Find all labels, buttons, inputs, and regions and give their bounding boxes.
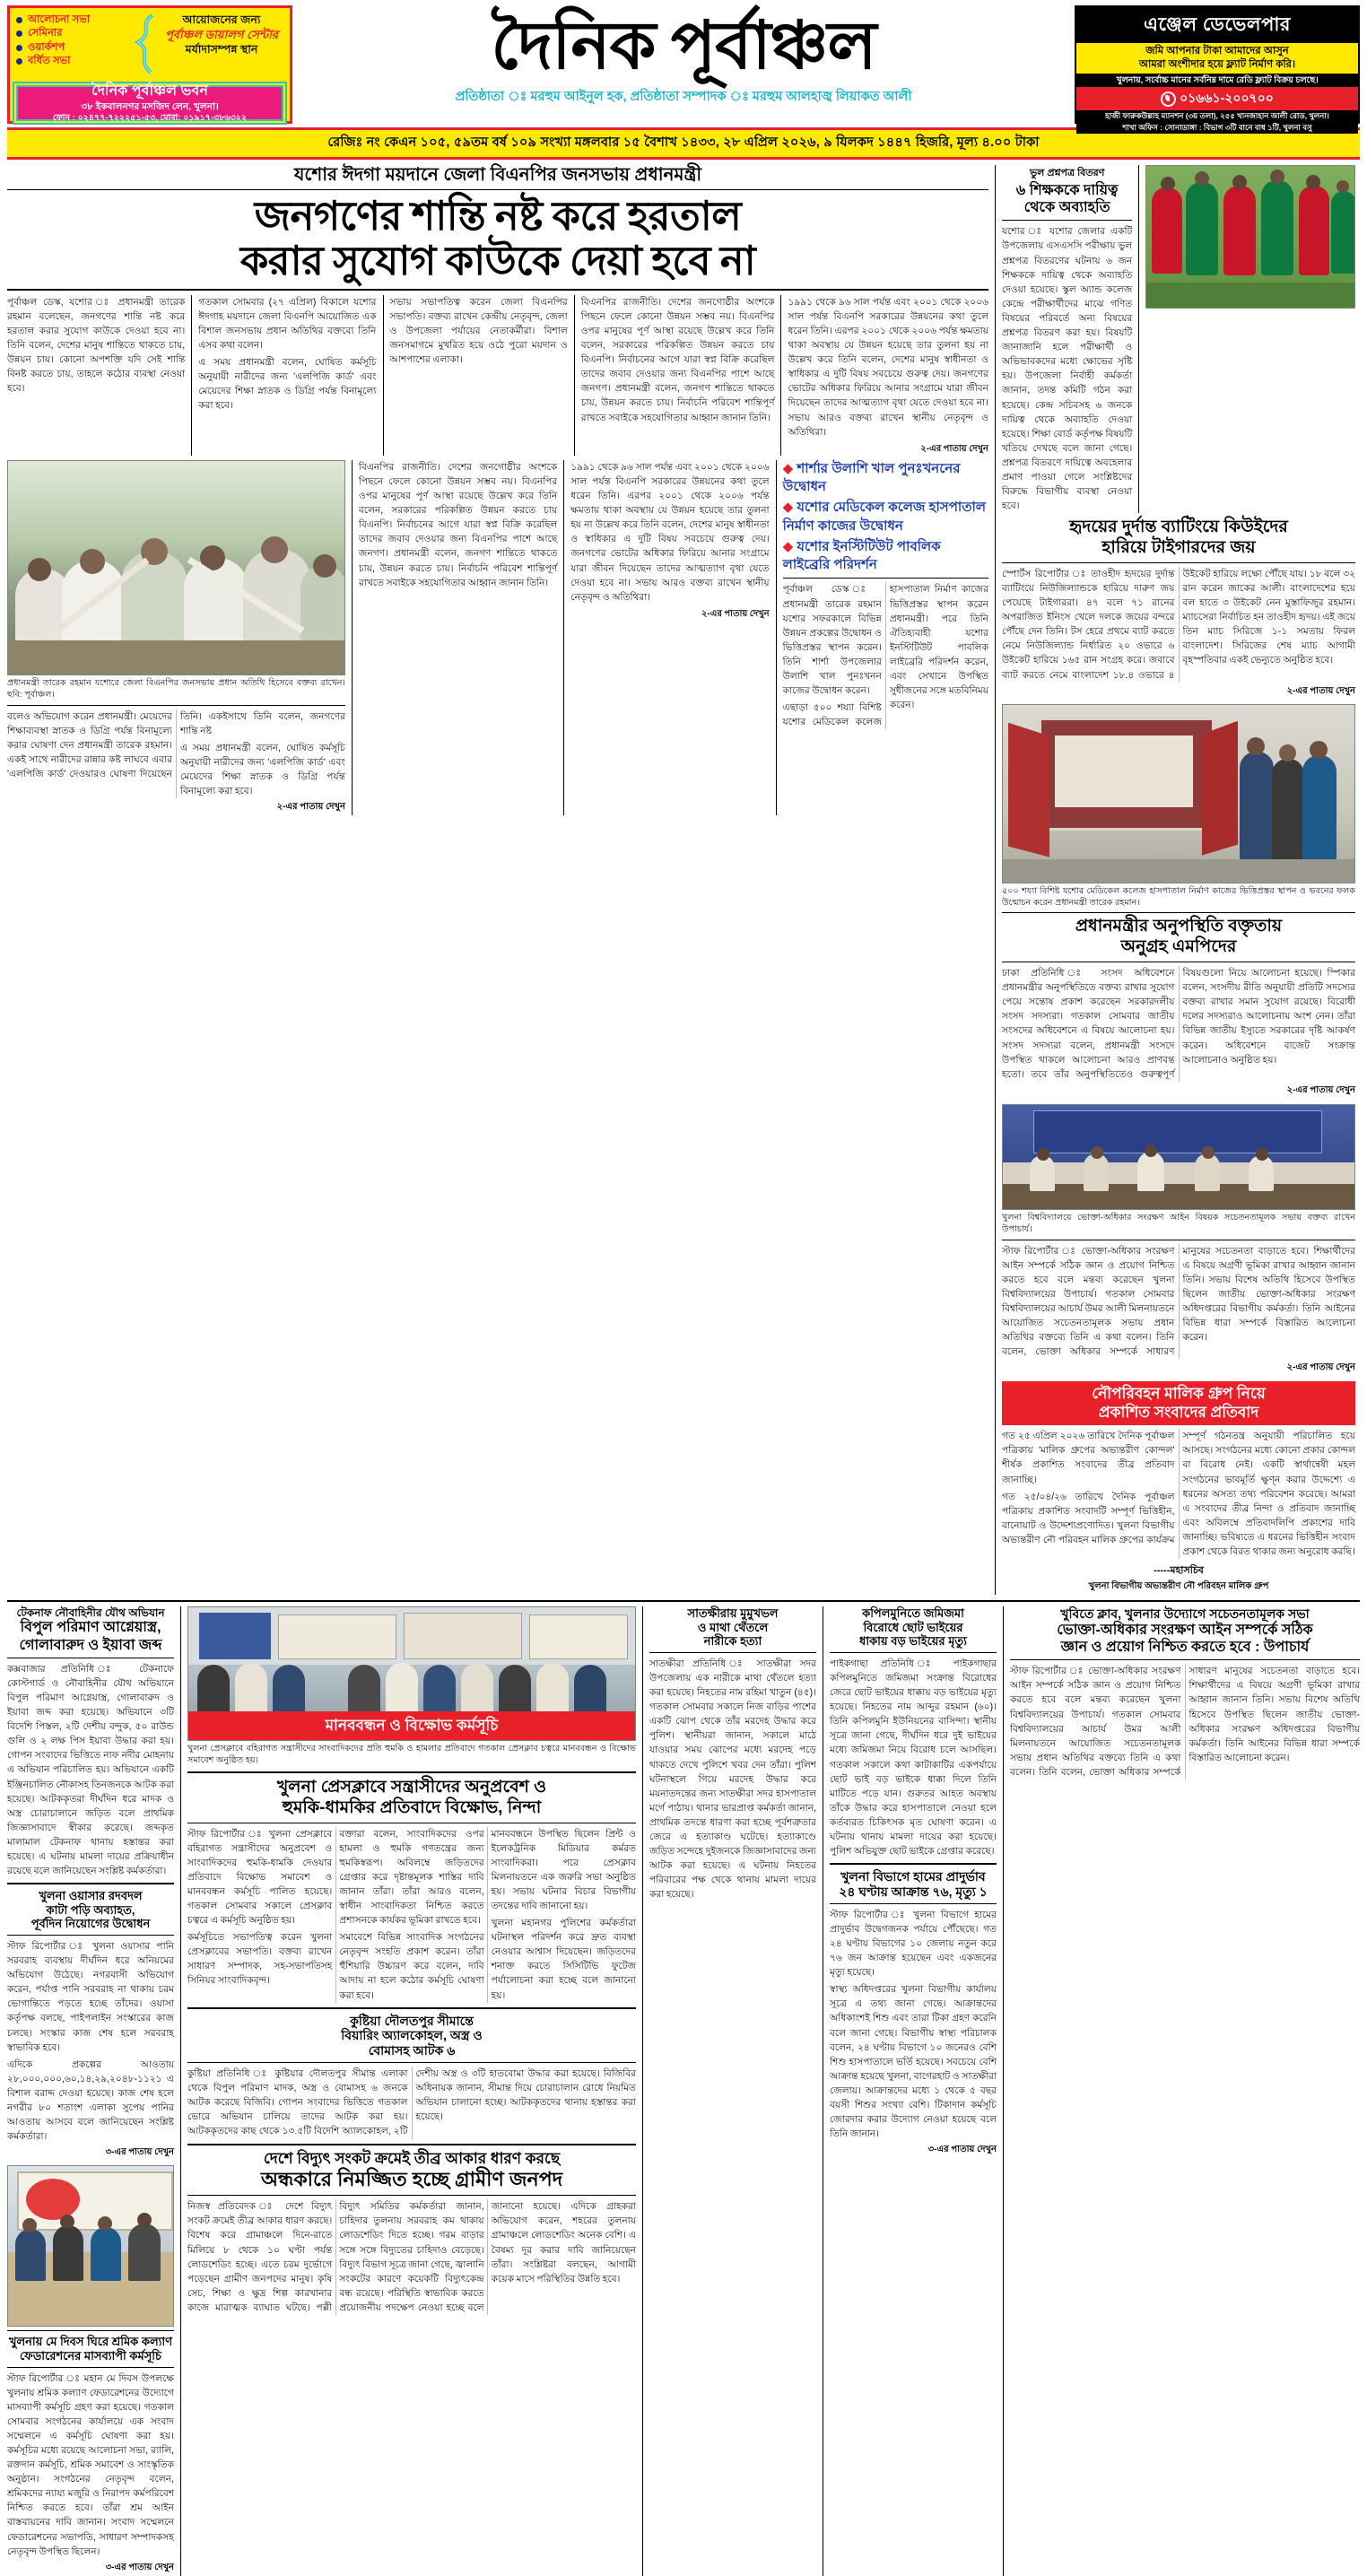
divider [1002, 912, 1355, 913]
divider [187, 2195, 636, 2196]
lower-col-5 [1010, 1606, 1360, 2576]
hospital-photo-caption: ৫০০ শয্যা বিশিষ্ট যশোর মেডিকেল কলেজ হাসপাতাল নির্মাণ কাজের ভিত্তিপ্রস্তর স্থাপন ও ভবনের ফলক উন্মোচন করেন প্রধানমন্ত্রী তারেক রহমান। [1002, 885, 1355, 908]
kushtia-body [187, 2067, 636, 2138]
gas-headline-2: কাটা পড়ি অব্যাহত, [46, 1902, 135, 1917]
kushtia-headline-1: কুষ্টিয়া দৌলতপুর সীমান্তে [350, 2013, 474, 2028]
pressclub-headline-2: হুমকি-ধামকির প্রতিবাদে বিক্ষোভ, নিন্দা [282, 1797, 542, 1817]
divider [187, 1771, 636, 1773]
column-divider [776, 460, 777, 815]
continued-marker: ২-এর পাতায় দেখুন [920, 443, 988, 454]
divider [1002, 562, 1355, 563]
lower-section [7, 1600, 1360, 2576]
divider [7, 1883, 174, 1884]
divider [1002, 220, 1132, 221]
continued-marker: ২-এর পাতায় দেখুন [276, 802, 345, 813]
squiggle-decoration-icon [133, 13, 156, 78]
divider [7, 2330, 174, 2331]
continued-marker: ২-এর পাতায় দেখুন [1286, 1362, 1355, 1373]
electricity-headline-1: দেশে বিদ্যুৎ সংকট ক্রমেই তীব্র আকার ধারণ করছে [263, 2149, 561, 2167]
pm-absence-story [1002, 912, 1355, 1098]
ad-building-name: দৈনিক পূর্বাঞ্চল ভবন [91, 83, 208, 99]
lead-continuation-col-2 [570, 460, 769, 815]
blue-bullets-block [783, 460, 988, 815]
continued-marker: ২-এর পাতায় দেখুন [1286, 1084, 1355, 1095]
divider [7, 2367, 174, 2368]
column-divider [642, 1606, 643, 2576]
ad-right-phone: ০১৬৬১-২০০৭০০ [1180, 91, 1274, 106]
phone-icon [1161, 91, 1176, 107]
column-divider [1003, 1606, 1004, 2576]
divider [7, 289, 988, 291]
paragraph: স্পোর্টস রিপোর্টার ঃ তাওহীদ হৃদয়ের দুর্দান্ত ব্যাটিংয়ে নিউজিল্যান্ডকে হারিয়ে দারুণ জয় পেয়েছে টাইগাররা। ৪৭ বলে ৭১ রানের অপরাজিত ইনিংস খেলে দলকে জয়ের বন্দরে পৌঁছে দেন তিনি। টস হেরে প্রথমে ব্যাট করতে নেমে নিউজিল্যান্ড নির্ধারিত ২০ ওভারে ৬ উইকেট হারিয়ে ১৬৫ রান সংগ্রহ করে। জবাবে ব্যাট করতে নেমে বাংলাদেশ ১৮.৪ ওভারে ৪ উইকেট হারিয়ে লক্ষ্যে পৌঁছে যায়। ১৮ বলে ৩২ রান করেন জাকের আলী। বাংলাদেশের হয়ে বল হাতে ৩ উইকেট নেন মুস্তাফিজুর রহমান। ম্যাচসেরা নির্বাচিত হন তাওহীদ হৃদয়। এই জয়ে তিন ম্যাচ সিরিজে ১-১ সমতায় ফিরল বাংলাদেশ। সিরিজের শেষ ম্যাচ আগামী বৃহস্পতিবার একই ভেন্যুতে অনুষ্ঠিত হবে। [1002, 568, 1355, 681]
right-rail [1002, 165, 1355, 1595]
continued-marker: ৩-এর পাতায় দেখুন [927, 2145, 997, 2155]
gas-headline-1: খুলনা ওয়াসার রদবদল [39, 1889, 143, 1903]
human-chain-photo [187, 1606, 636, 1741]
university-photo-caption: খুলনা বিশ্ববিদ্যালয়ে ভোক্তা-অধিকার সংরক্ষণ আইন বিষয়ক সচেতনতামূলক সভায় বক্তব্য রাখেন উপাচার্য। [1002, 1212, 1355, 1234]
lead-headline-line-2: করার সুযোগ কাউকে দেয়া হবে না [239, 239, 756, 284]
continued-marker: ২-এর পাতায় দেখুন [701, 608, 770, 619]
lead-continuation-col [359, 460, 557, 815]
advertisement-left[interactable] [7, 5, 292, 124]
university-headline-3: জ্ঞান ও প্রয়োগ নিশ্চিত করতে হবে : উপাচার্য [1060, 1640, 1310, 1656]
khulna-covid-headline-1: খুলনা বিভাগে হামের প্রাদুর্ভাব [840, 1869, 986, 1884]
ansar-headline-3: গোলাবারুদ ও ইয়াবা জব্দ [19, 1637, 162, 1653]
lead-photo-block [7, 460, 345, 815]
paragraph: নিজস্ব প্রতিবেদক ঃ দেশে বিদ্যুৎ সংকট ক্রমেই তীব্র আকার ধারণ করছে। বিশেষ করে গ্রামাঞ্চলে দিনে-রাতে মিলিয়ে ৮ থেকে ১০ ঘণ্টা পর্যন্ত লোডশেডিং হচ্ছে। এতে চরম দুর্ভোগে পড়েছেন গ্রামীণ জনপদের মানুষ। কৃষি সেচ, শিক্ষা ও ক্ষুদ্র শিল্প কারখানার কাজে মারাত্মক ব্যাঘাত ঘটছে। পল্লী বিদ্যুৎ সমিতির কর্মকর্তারা জানান, চাহিদার তুলনায় সরবরাহ কম থাকায় লোডশেডিং দিতে হচ্ছে। গরম বাড়ার সঙ্গে সঙ্গে বিদ্যুতের চাহিদাও বেড়েছে। বিদ্যুৎ বিভাগ সূত্রে জানা গেছে, জ্বালানি সংকটের কারণে কয়েকটি বিদ্যুৎকেন্দ্র বন্ধ রয়েছে। পরিস্থিতি স্বাভাবিক করতে প্রয়োজনীয় পদক্ষেপ নেওয়া হচ্ছে বলে জানানো হয়েছে। এদিকে গ্রাহকরা অভিযোগ করেন, শহরের তুলনায় গ্রামাঞ্চলে লোডশেডিং অনেক বেশি। এ বৈষম্য দূর করার দাবি জানিয়েছেন তাঁরা। সংশ্লিষ্টরা বলছেন, আগামী কয়েক মাসে পরিস্থিতির উন্নতি হবে। [187, 2201, 636, 2313]
ad-bullet-item: আলোচনা সভা [16, 13, 131, 27]
protest-headline-bar [1002, 1381, 1355, 1425]
lead-col-1 [7, 295, 185, 456]
divider [187, 2062, 636, 2063]
divider [7, 189, 988, 190]
protest-headline-1: নৌপরিবহন মালিক গ্রুপ নিয়ে [1092, 1385, 1266, 1403]
ad-right-address: হাজী ফারুকউল্লাহ ম্যানশন (৩য় তলা), ২৫৫ খানজাহান আলী রোড, খুলনা। [1076, 110, 1358, 122]
ad-right-tagline [1076, 43, 1358, 74]
left-block [7, 165, 988, 1595]
lead-headline-line-1: জনগণের শান্তি নষ্ট করে হরতাল [254, 194, 742, 239]
kapilmuni-headline-2: বিরোধে ছোট ভাইয়ের [863, 1620, 963, 1634]
divider [187, 2144, 636, 2145]
ad-right-tagline-1: জমি আপনার টাকা আমাদের আসুন [1145, 46, 1289, 57]
divider [187, 2007, 636, 2009]
kapilmuni-body: পাইকগাছা প্রতিনিধি ঃ পাইকগাছার কপিলমুনিতে জমিজমা সংক্রান্ত বিরোধের জেরে ছোট ভাইয়ের ধাক্কায় বড় ভাইয়ের মৃত্যু হয়েছে। নিহতের নাম আব্দুর রহমান (৬০)। তিনি কপিলমুনি ইউনিয়নের বাসিন্দা। স্থানীয় সূত্রে জানা গেছে, দীর্ঘদিন ধরে দুই ভাইয়ের মধ্যে জমিজমা নিয়ে বিরোধ চলে আসছিল। গতকাল সকালে কথা কাটাকাটির একপর্যায়ে ছোট ভাই বড় ভাইকে ধাক্কা দিলে তিনি মাটিতে পড়ে যান। গুরুতর আহত অবস্থায় তাঁকে উদ্ধার করে হাসপাতালে নেওয়া হলে কর্তব্যরত চিকিৎসক মৃত ঘোষণা করেন। এ ঘটনায় থানায় মামলা দায়ের করা হয়েছে। পুলিশ অভিযুক্ত ছোট ভাইকে গ্রেপ্তার করেছে। [830, 1658, 997, 1858]
protest-signature: -----মহাসচিব [1154, 1565, 1204, 1577]
story-headline-2: থেকে অব্যাহতি [1023, 200, 1110, 216]
ad-line-1: আয়োজনের জন্য [182, 13, 261, 26]
masthead [7, 5, 1360, 132]
ansar-headline-1: টেকনাফ নৌবাহিনীর যৌথ অভিযান [16, 1606, 165, 1620]
column-divider [995, 165, 996, 1595]
column-divider [780, 295, 781, 456]
university-block [1002, 1104, 1355, 1377]
column-divider [574, 295, 575, 456]
hospital-photo [1002, 704, 1355, 883]
university-body [1002, 1244, 1355, 1360]
column-divider [180, 1606, 181, 2576]
sports-headline-1: হৃদয়ের দুর্দান্ত ব্যাটিংয়ে কিউইদের [1069, 518, 1288, 537]
paragraph: গত ২৫/০৪/২৬ তারিখে দৈনিক পূর্বাঞ্চল পত্রিকায় প্রকাশিত সংবাদটি সম্পূর্ণ ভিত্তিহীন, বানোয়াট ও উদ্দেশ্যপ্রণোদিত। খুলনা বিভাগীয় অভ্যন্তরীণ নৌ পরিবহন মালিক গ্রুপের কার্যক্রম সম্পূর্ণ গঠনতন্ত্র অনুযায়ী পরিচালিত হয়ে আসছে। সংগঠনের মধ্যে কোনো প্রকার কোন্দল বা বিরোধ নেই। একটি স্বার্থান্বেষী মহল সংগঠনের ভাবমূর্তি ক্ষুণ্ন করার উদ্দেশ্যে এ ধরনের অসত্য তথ্য পরিবেশন করেছে। আমরা এ সংবাদের তীব্র নিন্দা ও প্রতিবাদ জানাচ্ছি এবং অবিলম্বে প্রতিবাদলিপি প্রকাশের দাবি জানাচ্ছি। ভবিষ্যতে এ ধরনের ভিত্তিহীন সংবাদ প্রকাশ থেকে বিরত থাকার জন্য অনুরোধ করছি। [1002, 1431, 1355, 1557]
ad-left-top [13, 11, 287, 80]
lead-photo [7, 460, 345, 675]
paragraph: খুলনা মহানগর পুলিশের কর্মকর্তারা ঘটনাস্থল পরিদর্শন করে দ্রুত ব্যবস্থা নেওয়ার আশ্বাস দিয়েছেন। জড়িতদের শনাক্ত করতে সিসিটিভি ফুটেজ পর্যালোচনা করা হচ্ছে বলে জানানো হয়। [491, 1918, 636, 2001]
divider [830, 1863, 997, 1865]
right-top-row [1002, 165, 1355, 513]
khulna-covid-body: স্টাফ রিপোর্টার ঃ খুলনা বিভাগে হামের প্রাদুর্ভাব উদ্বেগজনক পর্যায়ে পৌঁছেছে। গত ২৪ ঘণ্টায় বিভাগের ১০ জেলায় নতুন করে ৭৬ জন আক্রান্ত হয়েছেন এবং একজনের মৃত্যু হয়েছে। [830, 1909, 997, 1979]
bullet-icon: ◆ [782, 500, 794, 516]
divider [1010, 1659, 1360, 1660]
paragraph: মানববন্ধনে উপস্থিত ছিলেন প্রিন্ট ও ইলেকট্রনিক মিডিয়ার কর্মরত সাংবাদিকরা। পরে প্রেসক্লাব মিলনায়তনে এক জরুরি সভা অনুষ্ঠিত হয়। সভায় ঘটনার বিচার বিভাগীয় তদন্তের দাবি জানানো হয়। [491, 1828, 636, 1911]
paragraph: পূর্বাঞ্চল ডেস্ক ঃ প্রধানমন্ত্রী তারেক রহমান যশোর সফরকালে বিভিন্ন উন্নয়ন প্রকল্পের উদ্বোধন ও ভিত্তিপ্রস্তর স্থাপন করেন। তিনি শার্শা উপজেলার উলাশি খাল পুনঃখনন কাজের উদ্বোধন করেন। [782, 584, 882, 697]
continued-marker: ২-এর পাতায় দেখুন [1286, 685, 1355, 696]
mayday-headline-2: ফেডারেশনের মাসব্যাপী কর্মসূচি [19, 2348, 162, 2363]
lead-paragraph: বলেও অভিযোগ করেন প্রধানমন্ত্রী। মেয়েদের শিক্ষাব্যবস্থা স্নাতক ও ডিগ্রি পর্যন্ত বিনামূল্যে করার ঘোষণা দেন প্রধানমন্ত্রী তারেক রহমান। একই সাথে নারীদের রান্নার কষ্ট লাঘবে এবার 'এলপিজি কার্ড' দেওয়ারও ঘোষণা দিয়েছেন তিনি। একইসাথে তিনি বলেন, জনগণের শান্তি নষ্ট [7, 710, 345, 780]
paragraph: কর্মসূচিতে সভাপতিত্ব করেন খুলনা প্রেসক্লাবের সভাপতি। বক্তব্য রাখেন সাধারণ সম্পাদক, সহ-সভাপতিসহ সিনিয়র সাংবাদিকবৃন্দ। [187, 1932, 333, 1987]
lead-paragraph: পূর্বাঞ্চল ডেস্ক, যশোর ঃ প্রধানমন্ত্রী তারেক রহমান বলেছেন, জনগণের শান্তি নষ্ট করে হরতাল করার সুযোগ কাউকে দেওয়া হবে না। তিনি বলেন, দেশের মানুষ শান্তিতে থাকতে চায়, উন্নয়ন চায়। কোনো অপশক্তি যদি সেই শান্তি বিনষ্ট করতে চায়, তাহলে কঠোর ব্যবস্থা নেওয়া হবে। [7, 296, 186, 395]
ad-line-3: মর্যাদাসম্পন্ন স্থান [185, 42, 258, 56]
ad-bullet-item: বর্ধিত সভা [16, 55, 131, 68]
human-chain-caption: খুলনা প্রেসক্লাবে বহিরাগত সন্ত্রাসীদের সাংবাদিকদের প্রতি হুমকি ও হামলার প্রতিবাদে গতকাল প্রেসক্লাব চত্বরে মানববন্ধন ও বিক্ষোভ সমাবেশ অনুষ্ঠিত হয়। [187, 1744, 636, 1765]
university-headline-2: ভোক্তা-অধিকার সংরক্ষণ আইন সম্পর্কে সঠিক [1057, 1622, 1313, 1638]
lead-photo-followup-text [7, 709, 345, 799]
lead-paragraph: বিএনপির রাজনীতি। দেশের জনগোষ্ঠীর অংশকে পিছনে ফেলে কোনো উন্নয়ন সম্ভব নয়। বিএনপির ওপর মানুষের পূর্ণ আস্থা রয়েছে উল্লেখ করে তিনি বলেন, সরকারের পরিকল্পিত উন্নয়ন করতে চায় বিএনপি। নির্বাচনের আগে যারা স্বপ্ন বিক্রি করেছিল তাদের জবাব দেওয়ার জন্য বিএনপির পাশে আছে জনগণ। প্রধানমন্ত্রী বলেন, জনগণ শান্তিতে থাকতে চায়, উন্নয়ন করতে চায়। নির্বাচনি পরিবেশ শান্তিপূর্ণ রাখতে সবাইকে সহযোগিতার আহ্বান জানান তিনি। [580, 296, 775, 423]
lower-col-1 [7, 1606, 174, 2576]
column-divider [563, 460, 564, 815]
sports-story [1002, 518, 1355, 699]
sports-photo-block [1145, 165, 1355, 513]
founders-line: প্রতিষ্ঠাতা ঃ মরহুম আইনুল হক, প্রতিষ্ঠাতা সম্পাদক ঃ মরহুম আলহাজ্ব লিয়াকত আলী [455, 89, 912, 104]
ad-right-note: খুলনায়, সর্বোচ্চ মানের সর্বনিম্ন দামে রেডি ফ্ল্যাট বিক্রয় চলছে। [1076, 74, 1358, 87]
ad-bullet-item: সেমিনার [16, 27, 131, 40]
lead-photo-caption: প্রধানমন্ত্রী তারেক রহমান যশোরে জেলা বিএনপির জনসভায় প্রধান অতিথি হিসেবে বক্তব্য রাখেন। ছবি: পূর্বাঞ্চল। [7, 677, 345, 700]
lead-paragraph: গতকাল সোমবার (২৭ এপ্রিল) বিকালে যশোর ঈদগাহ ময়দানে জেলা বিএনপি আয়োজিত এক বিশাল জনসভায় প্রধান অতিথির বক্তব্যে তিনি এসব কথা বলেন। [198, 296, 377, 352]
protest-body [1002, 1429, 1355, 1559]
gas-headline-3: পূর্বদিন নিয়োগের উদ্বোধন [30, 1917, 151, 1931]
six-teachers-story [1002, 165, 1132, 513]
lead-paragraph: এ সময় প্রধানমন্ত্রী বলেন, ঘোষিত কর্মসূচি অনুযায়ী নারীদের জন্য 'এলপিজি কার্ড' এবং মেয়েদের শিক্ষা স্নাতক ও ডিগ্রি পর্যন্ত বিনামূল্যে করা হবে। [179, 742, 345, 797]
kushtia-headline-3: বোমাসহ আটক ৬ [368, 2043, 456, 2058]
protest-headline-2: প্রকাশিত সংবাদের প্রতিবাদ [1098, 1403, 1259, 1421]
ad-right-tagline-2: আমরা অংশীদার হয়ে ফ্ল্যাট নির্মাণ করি। [1138, 58, 1296, 70]
story-kicker: ভুল প্রশ্নপত্র বিতরণ [1029, 168, 1105, 178]
khulna-covid-body-2: স্বাস্থ্য অধিদপ্তরের খুলনা বিভাগীয় কার্যালয় সূত্রে এ তথ্য জানা গেছে। আক্রান্তদের অধিকাংশই শিশু এবং তারা টিকা গ্রহণ করেনি বলে জানা গেছে। বিভাগীয় স্বাস্থ্য পরিচালক বলেন, ২৪ ঘণ্টায় বিভাগে ১০ জনেরও বেশি শিশু হাসপাতালে ভর্তি হয়েছে। সবচেয়ে বেশি আক্রান্ত হয়েছে খুলনা, বাগেরহাট ও সাতক্ষীরা জেলায়। আক্রান্তদের মধ্যে ১ থেকে ৫ বছর বয়সী শিশুর সংখ্যা বেশি। টিকাদান কর্মসূচি জোরদার করার উদ্যোগ নেওয়া হয়েছে বলে তিনি জানান। [830, 1984, 997, 2140]
paragraph: সমাবেশে বিভিন্ন সাংবাদিক সংগঠনের নেতৃবৃন্দ সংহতি প্রকাশ করেন। তাঁরা হুঁশিয়ারি উচ্চারণ করে বলেন, দাবি আদায় না হলে কঠোর কর্মসূচি ঘোষণা করা হবে। [339, 1932, 484, 2001]
ad-right-phone-row[interactable] [1076, 87, 1358, 110]
paragraph: স্টাফ রিপোর্টার ঃ ভোক্তা-অধিকার সংরক্ষণ আইন সম্পর্কে সঠিক জ্ঞান ও প্রয়োগ নিশ্চিত করতে হবে বলে মন্তব্য করেছেন খুলনা বিশ্ববিদ্যালয়ের উপাচার্য। গতকাল সোমবার বিশ্ববিদ্যালয়ের আচার্য উমর আলী মিলনায়তনে আয়োজিত সচেতনতামূলক সভায় প্রধান অতিথির বক্তব্যে তিনি এ কথা বলেন। তিনি বলেন, ভোক্তা অধিকার সম্পর্কে সাধারণ মানুষের সচেতনতা বাড়াতে হবে। শিক্ষার্থীদের এ বিষয়ে অগ্রণী ভূমিকা রাখার আহ্বান জানান তিনি। সভায় বিশেষ অতিথি হিসেবে উপস্থিত ছিলেন জাতীয় ভোক্তা-অধিকার সংরক্ষণ অধিদপ্তরের বিভাগীয় কর্মকর্তা। তিনি আইনের বিভিন্ন ধারা সম্পর্কে বিস্তারিত আলোচনা করেন। [1002, 1245, 1355, 1358]
ad-bullet-item: ওয়ার্কশপ [16, 41, 131, 55]
paragraph: স্টাফ রিপোর্টার ঃ ভোক্তা-অধিকার সংরক্ষণ আইন সম্পর্কে সঠিক জ্ঞান ও প্রয়োগ নিশ্চিত করতে হবে বলে মন্তব্য করেছেন খুলনা বিশ্ববিদ্যালয়ের উপাচার্য। গতকাল সোমবার বিশ্ববিদ্যালয়ের আচার্য উমর আলী মিলনায়তনে আয়োজিত সচেতনতামূলক সভায় প্রধান অতিথির বক্তব্যে তিনি এ কথা বলেন। তিনি বলেন, ভোক্তা অধিকার সম্পর্কে সাধারণ মানুষের সচেতনতা বাড়াতে হবে। শিক্ষার্থীদের এ বিষয়ে অগ্রণী ভূমিকা রাখার আহ্বান জানান তিনি। সভায় বিশেষ অতিথি হিসেবে উপস্থিত ছিলেন জাতীয় ভোক্তা-অধিকার সংরক্ষণ অধিদপ্তরের বিভাগীয় কর্মকর্তা। তিনি আইনের বিভিন্ন ধারা সম্পর্কে বিস্তারিত আলোচনা করেন। [1010, 1666, 1360, 1778]
divider [7, 705, 345, 706]
column-divider [383, 295, 384, 456]
pm-absence-body [1002, 966, 1355, 1082]
electricity-headline-2: অন্ধকারে নিমজ্জিত হচ্ছে গ্রামীণ জনপদ [260, 2167, 563, 2190]
satkhira-headline-1: সাতক্ষীরায় মুমুখভল [687, 1606, 779, 1621]
ad-left-bullet-list [16, 13, 131, 78]
story-body: যশোর ঃ যশোর জেলার একটি উপজেলায় এসএসসি পরীক্ষায় ভুল প্রশ্নপত্র বিতরণের ঘটনায় ৬ জন শিক্ষককে দায়িত্ব থেকে অব্যাহতি দেওয়া হয়েছে। স্কুল অ্যান্ড কলেজ কেন্দ্রে পরীক্ষার্থীদের মাঝে গণিত বিষয়ের পরিবর্তে অন্য বিষয়ের প্রশ্নপত্র বিতরণ করা হয়। বিষয়টি জানাজানি হলে পরীক্ষার্থী ও অভিভাবকদের মধ্যে ক্ষোভের সৃষ্টি হয়। উপজেলা নির্বাহী কর্মকর্তা জানান, তদন্ত কমিটি গঠন করা হয়েছে। কেন্দ্র সচিবসহ ৬ জনকে দায়িত্ব থেকে অব্যাহতি দেওয়া হয়েছে। শিক্ষা বোর্ড কর্তৃপক্ষ বিষয়টি খতিয়ে দেখছে বলে জানা গেছে। প্রশ্নপত্র বিতরণে দায়িত্বে অবহেলার প্রমাণ পাওয়া গেলে সংশ্লিষ্টদের বিরুদ্ধে বিভাগীয় ব্যবস্থা নেওয়া হবে। [1002, 226, 1133, 512]
lead-kicker: যশোর ঈদগা ময়দানে জেলা বিএনপির জনসভায় প্রধানমন্ত্রী [293, 165, 702, 185]
satkhira-headline-3: নারীকে হত্যা [703, 1634, 762, 1649]
blue-bullets-body [783, 582, 988, 729]
pm-absence-headline-1: প্রধানমন্ত্রীর অনুপস্থিতি বক্তৃতায় [1075, 917, 1283, 936]
lead-col-5 [788, 295, 988, 456]
ad-building-phone: ফোন : ০২৪৭৭-৭২২২৫১-৫৩, মোবা: ০১৯১৭-৩৮৬৩২২ [52, 112, 248, 123]
lead-paragraph: ১৯৯১ থেকে ৯৬ সাল পর্যন্ত এবং ২০০১ থেকে ২০০৬ সাল পর্যন্ত বিএনপি সরকারের উন্নয়নের কথা তুলে ধরেন তিনি। এরপর ২০০১ থেকে ২০০৬ পর্যন্ত ক্ষমতায় থাকা অবস্থায় যে উন্নয়ন হয়েছে তার তুলনা হয় না উল্লেখ করে তিনি বলেন, দেশের মানুষ স্বাধীনতা ও স্বাধিকার এ দুটি বিষয় সবচেয়ে গুরুত্ব দেয়। জনগণের ভোটের অধিকার ফিরিয়ে আনার সংগ্রামে যারা জীবন দিয়েছেন তাদের আত্মত্যাগ বৃথা যেতে দেওয়া হবে না। সভায় আরও বক্তব্য রাখেন স্থানীয় নেতৃবৃন্দ ও অতিথিরা। [570, 461, 770, 603]
divider [7, 1935, 174, 1936]
divider [783, 578, 988, 579]
kapilmuni-headline-3: ধাকায় বড় ভাইয়ের মৃত্যু [859, 1634, 967, 1649]
blue-bullet-row [783, 499, 988, 535]
pressclub-body [187, 1827, 636, 2003]
university-photo [1002, 1104, 1355, 1210]
lower-col-3 [649, 1606, 816, 2576]
lower-col-4 [830, 1606, 997, 2576]
column-divider [352, 460, 353, 815]
university-headline-1: খুবিতে ক্লাব, খুলনার উদ্যোগে সচেতনতামূলক সভা [1060, 1606, 1310, 1622]
lead-paragraph: এ সময় প্রধানমন্ত্রী বলেন, ঘোষিত কর্মসূচি অনুযায়ী নারীদের জন্য 'এলপিজি কার্ড' এবং মেয়েদের শিক্ষা স্নাতক ও ডিগ্রি পর্যন্ত বিনামূল্যে করা হবে। [198, 357, 377, 412]
blue-bullet-text: যশোর ইনস্টিটিউট পাবলিক লাইব্রেরি পরিদর্শন [782, 538, 941, 573]
lead-second-tier [7, 460, 988, 815]
paragraph: গত ২৫ এপ্রিল ২০২৬ তারিখে দৈনিক পূর্বাঞ্চল পত্রিকায় 'মালিক গ্রুপের অভ্যন্তরীণ কোন্দল' শীর্ষক প্রকাশিত সংবাদের তীব্র প্রতিবাদ জানাচ্ছি। [1002, 1431, 1175, 1485]
divider [830, 1903, 997, 1904]
divider [830, 1652, 997, 1653]
column-divider [191, 295, 192, 456]
paragraph: এছাড়া ৫০০ শয্যা বিশিষ্ট যশোর মেডিকেল কলেজ হাসপাতাল নির্মাণ কাজের ভিত্তিপ্রস্তর স্থাপন করেন প্রধানমন্ত্রী। পরে তিনি ঐতিহ্যবাহী যশোর ইনস্টিটিউট পাবলিক লাইব্রেরি পরিদর্শন করেন, এবং সেখানে উপস্থিত সুধীজনের সঙ্গে মতবিনিময় করেন। [782, 584, 988, 728]
mayday-body: স্টাফ রিপোর্টার ঃ মহান মে দিবস উপলক্ষে খুলনায় শ্রমিক কল্যাণ ফেডারেশনের উদ্যোগে মাসব্যাপী কর্মসূচি গ্রহণ করা হয়েছে। গতকাল সোমবার সংগঠনের কার্যালয়ে এক সংবাদ সম্মেলনে এ কর্মসূচি ঘোষণা করা হয়। কর্মসূচির মধ্যে রয়েছে আলোচনা সভা, র‍্যালি, রক্তদান কর্মসূচি, শ্রমিক সমাবেশ ও সাংস্কৃতিক অনুষ্ঠান। সংগঠনের নেতৃবৃন্দ বলেন, শ্রমিকদের ন্যায্য মজুরি ও নিরাপদ কর্মপরিবেশ নিশ্চিত করতে হবে। তাঁরা শ্রম আইন বাস্তবায়নের দাবি জানান। সংবাদ সম্মেলনে ফেডারেশনের সভাপতি, সাধারণ সম্পাদকসহ নেতৃবৃন্দ উপস্থিত ছিলেন। [7, 2372, 174, 2557]
ad-building-address: ৩৮ ইকবালনগর মসজিদ লেন, খুলনা। [81, 100, 219, 112]
ansar-body: কক্সবাজার প্রতিনিধি ঃ টেকনাফে কোস্টগার্ড ও নৌবাহিনীর যৌথ অভিযানে বিপুল পরিমাণ আগ্নেয়াস্ত্র, গোলাবারুদ ও ইয়াবা জব্দ করা হয়েছে। অভিযানে ৩টি বিদেশি পিস্তল, ২টি দেশীয় বন্দুক, ৫০ রাউন্ড গুলি ও ২ লক্ষ পিস ইয়াবা উদ্ধার করা হয়। গোপন সংবাদের ভিত্তিতে নাফ নদীর মোহনায় এ অভিযান পরিচালিত হয়। অভিযানে একটি ইঞ্জিনচালিত নৌকাসহ তিনজনকে আটক করা হয়েছে। আটককৃতরা দীর্ঘদিন ধরে মাদক ও অস্ত্র চোরাচালানে জড়িত বলে প্রাথমিক জিজ্ঞাসাবাদে স্বীকার করেছে। জব্দকৃত মালামাল টেকনাফ থানায় হস্তান্তর করা হয়েছে। এ ঘটনায় মামলা দায়ের প্রক্রিয়াধীন রয়েছে বলে জানিয়েছেন সংশ্লিষ্ট কর্মকর্তারা। [7, 1663, 174, 1877]
paragraph: বক্তারা বলেন, সাংবাদিকদের ওপর হামলা ও হুমকি গণতন্ত্রের জন্য হুমকিস্বরূপ। অবিলম্বে জড়িতদের গ্রেপ্তার করে দৃষ্টান্তমূলক শাস্তির দাবি জানান তাঁরা। তাঁরা আরও বলেন, স্বাধীন সাংবাদিকতা নিশ্চিত করতে প্রশাসনকে কার্যকর ভূমিকা রাখতে হবে। [339, 1828, 484, 1927]
blue-bullet-row [783, 538, 988, 575]
paragraph: কুষ্টিয়া প্রতিনিধি ঃ কুষ্টিয়ার দৌলতপুর সীমান্ত এলাকা থেকে বিপুল পরিমাণ মাদক, অস্ত্র ও বোমাসহ ৬ জনকে আটক করেছে বিজিবি। গোপন সংবাদের ভিত্তিতে গতকাল ভোরে অভিযান চালিয়ে তাদের আটক করা হয়। আটককৃতদের কাছ থেকে ১৩.৫টি বিদেশি অ্যালকোহল, ২টি দেশীয় অস্ত্র ও ৩টি হাতবোমা উদ্ধার করা হয়েছে। বিজিবির অধিনায়ক জানান, সীমান্ত দিয়ে চোরাচালান রোধে নিয়মিত অভিযান চালানো হচ্ছে। আটককৃতদের থানায় হস্তান্তর করা হয়েছে। [187, 2068, 636, 2137]
mayday-headline-1: খুলনায় মে দিবস ঘিরে শ্রমিক কল্যাণ [8, 2335, 173, 2349]
lower-col-2 [187, 1606, 636, 2576]
continued-marker: ৩-এর পাতায় দেখুন [105, 2562, 174, 2572]
ad-right-brand: এঞ্জেল ডেভেলপার [1076, 7, 1358, 43]
khulna-covid-headline-2: ২৪ ঘণ্টায় আক্রান্ত ৭৬, মৃত্যু ১ [839, 1884, 988, 1899]
protest-block [1002, 1381, 1355, 1595]
paragraph: ঢাকা প্রতিনিধি ঃ সংসদ অধিবেশনে প্রধানমন্ত্রীর অনুপস্থিতিতে বক্তব্য রাখার সুযোগ পেয়ে সন্তোষ প্রকাশ করেছেন সরকারদলীয় সংসদ সদস্যরা। গতকাল সোমবার জাতীয় সংসদের অধিবেশনে এ বিষয়ে আলোচনা হয়। সংসদ সদস্যরা বলেন, প্রধানমন্ত্রী সংসদে উপস্থিত থাকলে আলোচনা আরও প্রাণবন্ত হতো। তবে তাঁর অনুপস্থিতিতেও গুরুত্বপূর্ণ বিষয়গুলো নিয়ে আলোচনা হয়েছে। স্পিকার বলেন, সংসদীয় রীতি অনুযায়ী প্রতিটি সদস্যের বক্তব্য রাখার সমান সুযোগ রয়েছে। বিরোধী দলের সদস্যরাও আলোচনায় অংশ নেন। তাঁরা বিভিন্ন জাতীয় ইস্যুতে সরকারের দৃষ্টি আকর্ষণ করেন। অধিবেশনে বাজেট সংক্রান্ত আলোচনাও অনুষ্ঠিত হয়। [1002, 968, 1355, 1080]
blue-bullet-text: যশোর মেডিকেল কলেজ হাসপাতাল নির্মাণ কাজের উদ্বোধন [782, 500, 987, 534]
electricity-body [187, 2199, 636, 2315]
ad-left-text [158, 13, 285, 78]
content-grid [7, 165, 1360, 1595]
divider [649, 1652, 816, 1653]
human-chain-banner-text: মানববন্ধন ও বিক্ষোভ কর্মসূচি [325, 1717, 499, 1735]
registration-bar: রেজিঃ নং কেএন ১০৫, ৫৯তম বর্ষ ১০৯ সংখ্যা মঙ্গলবার ১৫ বৈশাখ ১৪৩৩, ২৮ এপ্রিল ২০২৬, ৯ যিলকদ ১৪৪৭ হিজরি, মূল্য ৪.০০ টাকা [7, 127, 1360, 160]
kapilmuni-headline-1: কপিলমুনিতে জমিজমা [862, 1606, 964, 1621]
sports-body [1002, 567, 1355, 683]
gas-body: স্টাফ রিপোর্টার ঃ খুলনা ওয়াসার পানি সরবরাহ ব্যবস্থায় দীর্ঘদিন ধরে অনিয়মের অভিযোগ উঠেছে। নগরবাসী অভিযোগ করেন, পর্যাপ্ত পানি সরবরাহ না থাকায় চরম ভোগান্তিতে পড়তে হচ্ছে তাঁদের। ওয়াসা কর্তৃপক্ষ বলছে, পাইপলাইন সংস্কারের কাজ চলছে। সংস্কার কাজ শেষ হলে সরবরাহ স্বাভাবিক হবে। [7, 1941, 174, 2053]
advertisement-right[interactable] [1075, 5, 1360, 132]
blue-bullet-row [783, 460, 988, 497]
protest-organization: খুলনা বিভাগীয় অভ্যন্তরীণ নৌ পরিবহন মালিক গ্রুপ [1088, 1581, 1269, 1592]
satkhira-body: সাতক্ষীরা প্রতিনিধি ঃ সাতক্ষীরা সদর উপজেলায় এক নারীকে মাথা থেঁতলে হত্যা করা হয়েছে। নিহতের নাম রহিমা খাতুন (৪৫)। গতকাল সোমবার সকালে নিজ বাড়ির পাশের একটি ঝোপ থেকে তাঁর মরদেহ উদ্ধার করে পুলিশ। স্থানীয়রা জানান, সকালে মাঠে যাওয়ার সময় ঝোপের মধ্যে মরদেহ পড়ে থাকতে দেখে পুলিশে খবর দেন তাঁরা। পুলিশ ঘটনাস্থলে গিয়ে মরদেহ উদ্ধার করে ময়নাতদন্তের জন্য সাতক্ষীরা সদর হাসপাতাল মর্গে পাঠায়। থানার ভারপ্রাপ্ত কর্মকর্তা জানান, প্রাথমিক তদন্তে ধারণা করা হচ্ছে পূর্বশত্রুতার জেরে এ হত্যাকাণ্ড ঘটেছে। হত্যাকাণ্ডে জড়িত সন্দেহে দুইজনকে জিজ্ঞাসাবাদের জন্য আটক করা হয়েছে। এ ঘটনায় নিহতের পরিবারের পক্ষ থেকে থানায় মামলা দায়ের করা হয়েছে। [649, 1658, 816, 1901]
lead-col-4 [581, 295, 775, 456]
lead-col-2 [198, 295, 376, 456]
lead-columns [7, 295, 988, 456]
university-body-lower [1010, 1664, 1360, 1780]
pm-absence-headline-2: অনুগ্রহ এমপিদের [1120, 937, 1237, 957]
paragraph: স্টাফ রিপোর্টার ঃ খুলনা প্রেসক্লাবে বহিরাগত সন্ত্রাসীদের অনুপ্রবেশ ও সাংবাদিকদের হুমকি-ধামকি দেওয়ার প্রতিবাদে বিক্ষোভ সমাবেশ ও মানববন্ধন কর্মসূচি পালিত হয়েছে। গতকাল সোমবার সকালে প্রেসক্লাব চত্বরে এ কর্মসূচি অনুষ্ঠিত হয়। [187, 1828, 333, 1927]
bullet-icon: ◆ [782, 460, 794, 476]
ad-right-branch: শাখা অফিস : সোনাডাঙ্গা : বিভাগ ৩টি বানে বাধ ১টি, খুলনা বসু [1076, 122, 1358, 134]
ad-line-2: পূর্বাঞ্চল ডায়ালগ সেন্টার [164, 27, 279, 41]
lead-col-3 [390, 295, 568, 456]
lead-paragraph: সভায় সভাপতিত্ব করেন জেলা বিএনপির সভাপতি। বক্তব্য রাখেন কেন্দ্রীয় নেতৃবৃন্দ, জেলা ও উপজেলা পর্যায়ের নেতাকর্মীরা। বিশাল জনসমাগমে মুখরিত হয়ে ওঠে পুরো ময়দান ও আশপাশের এলাকা। [389, 296, 568, 366]
sports-headline-2: হারিয়ে টাইগারদের জয় [1101, 538, 1256, 558]
bullet-icon: ◆ [782, 538, 794, 554]
continued-marker: ৩-এর পাতায় দেখুন [105, 2147, 174, 2158]
kushtia-headline-2: বিয়ারিং অ্যালকোহল, অস্ত্র ও [341, 2028, 483, 2043]
blue-bullet-text: শার্শার উলাশি খাল পুনঃখননের উদ্বোধন [782, 460, 961, 495]
hospital-photo-block [1002, 704, 1355, 909]
pressclub-headline-1: খুলনা প্রেসক্লাবে সন্ত্রাসীদের অনুপ্রবেশ ও [276, 1777, 547, 1797]
ad-left-building-box [13, 82, 287, 125]
nameplate [298, 5, 1069, 124]
mayday-photo [7, 2165, 174, 2327]
ansar-headline-2: বিপুল পরিমাণ আগ্নেয়াস্ত্র, [20, 1620, 161, 1636]
lead-paragraph: ১৯৯১ থেকে ৯৬ সাল পর্যন্ত এবং ২০০১ থেকে ২০০৬ সাল পর্যন্ত বিএনপি সরকারের উন্নয়নের কথা তুলে ধরেন তিনি। এরপর ২০০১ থেকে ২০০৬ পর্যন্ত ক্ষমতায় থাকা অবস্থায় যে উন্নয়ন হয়েছে তার তুলনা হয় না উল্লেখ করে তিনি বলেন, দেশের মানুষ স্বাধীনতা ও স্বাধিকার এ দুটি বিষয় সবচেয়ে গুরুত্ব দেয়। জনগণের ভোটের অধিকার ফিরিয়ে আনার সংগ্রামে যারা জীবন দিয়েছেন তাদের আত্মত্যাগ বৃথা যেতে দেওয়া হবে না। সভায় আরও বক্তব্য রাখেন স্থানীয় নেতৃবৃন্দ ও অতিথিরা। [788, 296, 988, 438]
satkhira-headline-2: ও মাথা থেঁতলে [697, 1620, 769, 1634]
story-headline-1: ৬ শিক্ষককে দায়িত্ব [1015, 183, 1119, 198]
lead-paragraph: বিএনপির রাজনীতি। দেশের জনগোষ্ঠীর অংশকে পিছনে ফেলে কোনো উন্নয়ন সম্ভব নয়। বিএনপির ওপর মানুষের পূর্ণ আস্থা রয়েছে উল্লেখ করে তিনি বলেন, সরকারের পরিকল্পিত উন্নয়ন করতে চায় বিএনপি। নির্বাচনের আগে যারা স্বপ্ন বিক্রি করেছিল তাদের জবাব দেওয়ার জন্য বিএনপির পাশে আছে জনগণ। প্রধানমন্ত্রী বলেন, জনগণ শান্তিতে থাকতে চায়, উন্নয়ন করতে চায়। নির্বাচনি পরিবেশ শান্তিপূর্ণ রাখতে সবাইকে সহযোগিতার আহ্বান জানান তিনি। [358, 461, 558, 588]
sports-photo [1145, 165, 1355, 309]
column-divider [1138, 165, 1139, 513]
gas-body-2: এদিকে প্রকল্পের আওতায় ২৮,০০০,০০০,৬০,১৪,২৯,২০৪৮-১১২১ এ বিশাল বরাদ্দ দেওয়া হয়েছে। কাজ শেষ হলে নগরীর ৮০ শতাংশ এলাকা সুপেয় পানির আওতায় আসবে বলে জানিয়েছেন সংশ্লিষ্ট কর্মকর্তারা। [7, 2058, 174, 2143]
page-title: দৈনিক পূর্বাঞ্চল [491, 10, 876, 83]
